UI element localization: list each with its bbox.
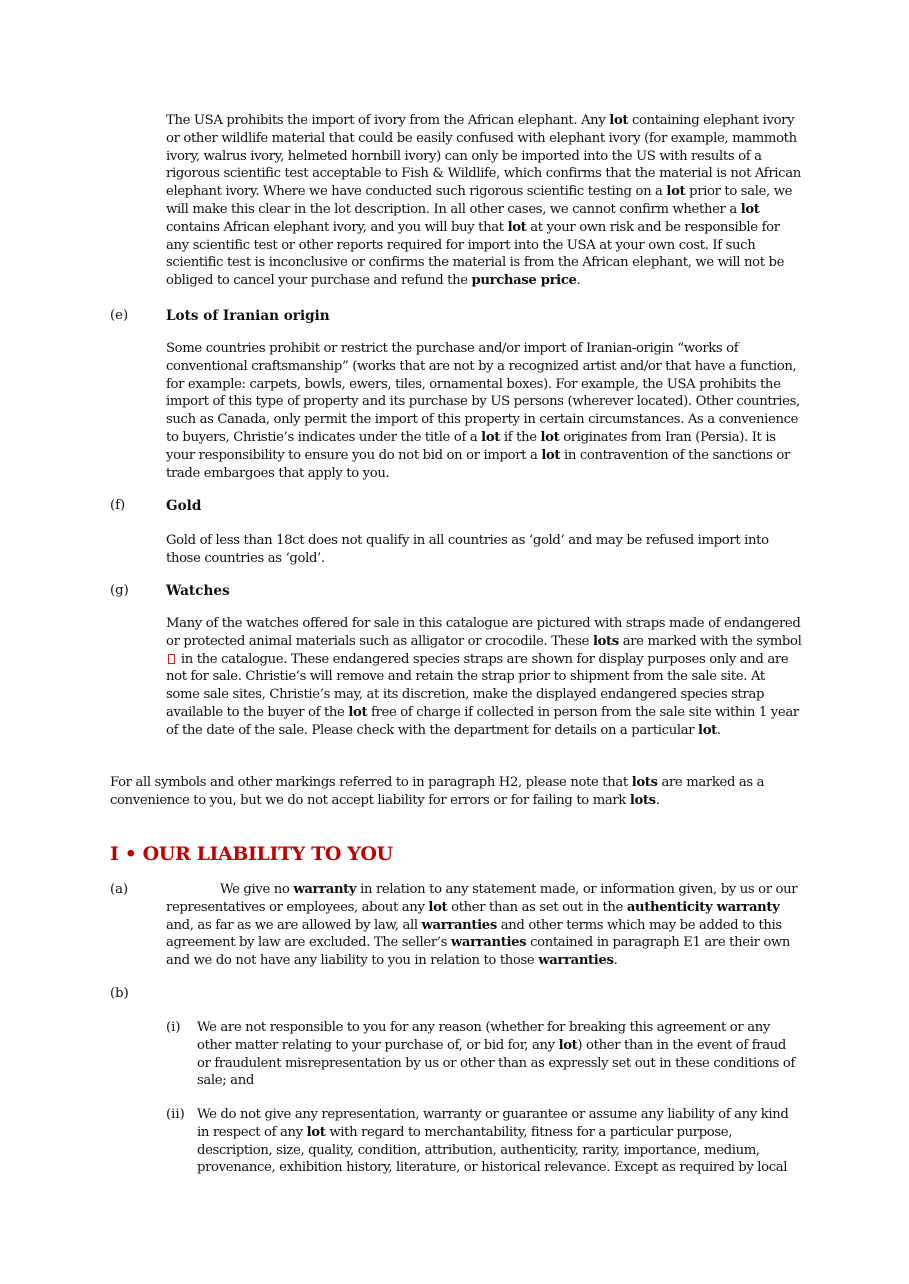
liability-b-ii-label: (ii): [166, 1107, 185, 1122]
ivory-paragraph: The USA prohibits the import of ivory from the African elephant. Any lot containing elephant ivory or other wildlife material that could be easily confused with elephant ivory (for example, mammoth ivory, walrus ivory, helmeted hornbill ivory) can only be imported into the US with results of a rigorous scientific test acceptable to Fish & Wildlife, which confirms that the material is not African elephant ivory. Where we have conducted such rigorous scientific testing on a lot prior to sale, we will make this clear in the lot description. In all other cases, we cannot confirm whether a lot contains African elephant ivory, and you will buy that lot at your own risk and be responsible for any scientific test or other reports required for import into the USA at your own cost. If such scientific test is inconclusive or confirms the material is from the African elephant, we will not be obliged to cancel your purchase and refund the purchase price.: [166, 113, 801, 289]
liability-a-paragraph: We give no warranty in relation to any statement made, or information given, by us or our representatives or employees, about any lot other than as set out in the authenticity warranty and, as far as we are allowed by law, all warranties and other terms which may be added to this agreement by law are excluded. The seller’s warranties contained in paragraph E1 are their own and we do not have any liability to you in relation to those warranties.: [166, 882, 798, 969]
gold-label: (f): [110, 498, 126, 513]
liability-b-i-paragraph: We are not responsible to you for any reason (whether for breaking this agreement or any other matter relating to your purchase of, or bid for, any lot) other than in the event of fraud or fraudulent misrepresentation by us or other than as expressly set out in these conditions of sale; and: [197, 1020, 795, 1089]
endangered-species-symbol-icon: [168, 654, 175, 664]
iran-heading: Lots of Iranian origin: [166, 308, 330, 324]
gold-heading: Gold: [166, 498, 202, 514]
iran-paragraph: Some countries prohibit or restrict the purchase and/or import of Iranian-origin “works of conventional craftsmanship” (works that are not by a recognized artist and/or that have a function, for example: carpets, bowls, ewers, tiles, ornamental boxes). For example, the USA prohibits the import of this type of property and its purchase by US persons (wherever located). Other countries, such as Canada, only permit the import of this property in certain circumstances. As a convenience to buyers, Christie’s indicates under the title of a lot if the lot originates from Iran (Persia). It is your responsibility to ensure you do not bid on or import a lot in contravention of the sanctions or trade embargoes that apply to you.: [166, 341, 800, 481]
iran-label: (e): [110, 308, 129, 323]
liability-b-ii-paragraph: We do not give any representation, warranty or guarantee or assume any liability of any kind in respect of any lot with regard to merchantability, fitness for a particular purpose, description, size, quality, condition, attribution, authenticity, rarity, importance, medium, provenance, exhibition history, literature, or historical relevance. Except as required by local: [197, 1107, 789, 1176]
liability-b-i-label: (i): [166, 1020, 181, 1035]
liability-a-label: (a): [110, 882, 129, 897]
watches-heading: Watches: [166, 583, 230, 599]
liability-b-label: (b): [110, 986, 129, 1001]
watches-paragraph: Many of the watches offered for sale in this catalogue are pictured with straps made of endangered or protected animal materials such as alligator or crocodile. These lots are marked with the symbol in the catalogue. These endangered species straps are shown for display purposes only and are not for sale. Christie’s will remove and retain the strap prior to shipment from the sale site. At some sale sites, Christie’s may, at its discretion, make the displayed endangered species strap available to the buyer of the lot free of charge if collected in person from the sale site within 1 year of the date of the sale. Please check with the department for details on a particular lot.: [166, 616, 802, 738]
section-title: I • OUR LIABILITY TO YOU: [110, 843, 393, 865]
symbols-note-paragraph: For all symbols and other markings referred to in paragraph H2, please note that lots are marked as a convenience to you, but we do not accept liability for errors or for failing to mark lots.: [110, 775, 765, 808]
gold-paragraph: Gold of less than 18ct does not qualify in all countries as ‘gold’ and may be refused import into those countries as ‘gold’.: [166, 533, 769, 566]
watches-label: (g): [110, 583, 129, 598]
